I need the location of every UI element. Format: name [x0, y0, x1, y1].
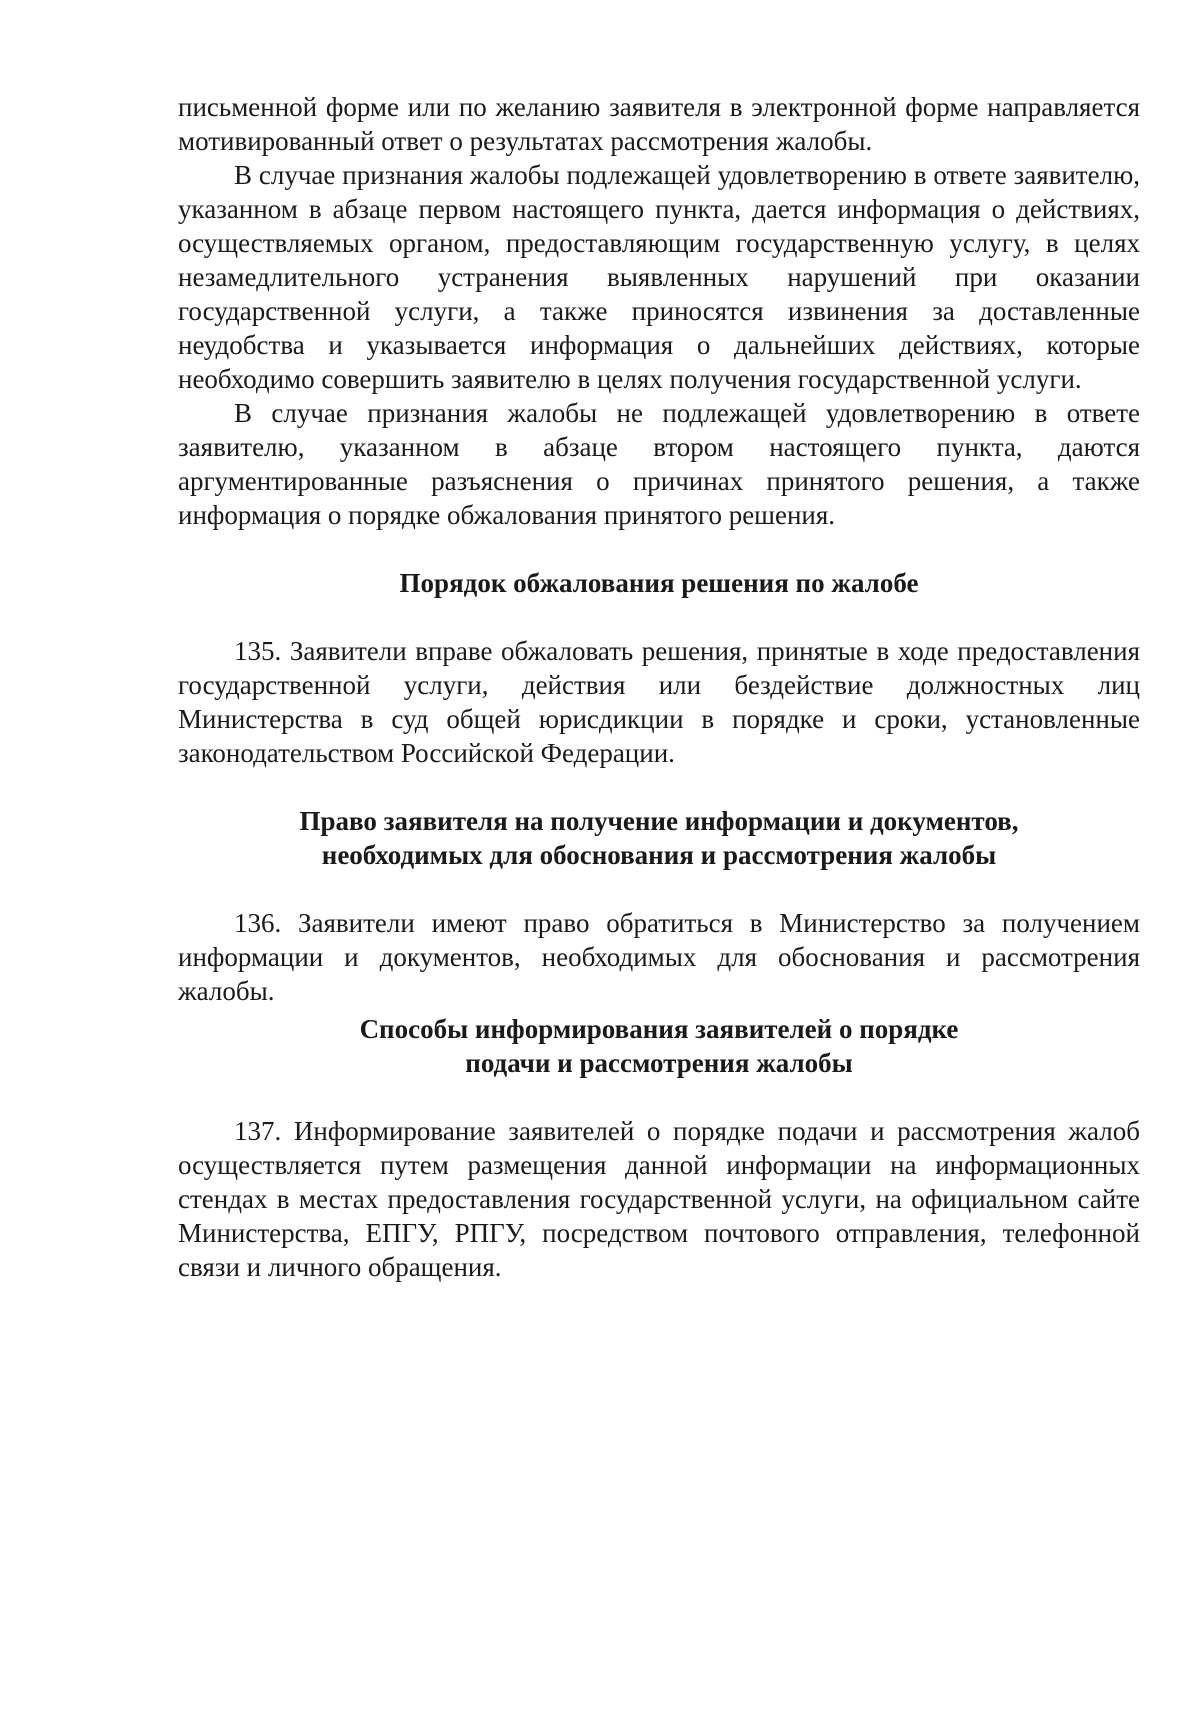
heading-informing-methods — [178, 1012, 1140, 1080]
spacer — [178, 770, 1140, 804]
heading-appeal-procedure — [178, 566, 1140, 600]
spacer — [178, 600, 1140, 634]
heading-applicant-rights — [178, 804, 1140, 872]
document-body — [178, 90, 1140, 1284]
heading-informing-methods-line1: Способы информирования заявителей о порядке — [359, 1014, 959, 1044]
heading-appeal-procedure-text: Порядок обжалования решения по жалобе — [399, 568, 919, 598]
paragraph-135: 135. Заявители вправе обжаловать решения, принятые в ходе предоставления государственной услуги, действия или бездействие должностных лиц Министерства в суд общей юрисдикции в порядке и сроки, установленные законодательством Российской Федерации. — [178, 636, 1140, 768]
paragraph-complaint-satisfied: В случае признания жалобы подлежащей удовлетворению в ответе заявителю, указанном в абзаце первом настоящего пункта, дается информация о действиях, осуществляемых органом, предоставляющим государственную услугу, в целях незамедлительного устранения выявленных нарушений при оказании государственной услуги, а также приносятся извинения за доставленные неудобства и указывается информация о дальнейших действиях, которые необходимо совершить заявителю в целях получения государственной услуги. — [178, 160, 1140, 394]
heading-applicant-rights-line2: необходимых для обоснования и рассмотрения жалобы — [321, 840, 997, 870]
spacer — [178, 532, 1140, 566]
paragraph-continuation: письменной форме или по желанию заявителя в электронной форме направляется мотивированный ответ о результатах рассмотрения жалобы. — [178, 92, 1140, 156]
spacer — [178, 872, 1140, 906]
heading-informing-methods-line2: подачи и рассмотрения жалобы — [465, 1048, 853, 1078]
paragraph-136: 136. Заявители имеют право обратиться в Министерство за получением информации и документов, необходимых для обоснования и рассмотрения жалобы. — [178, 908, 1140, 1006]
paragraph-137: 137. Информирование заявителей о порядке подачи и рассмотрения жалоб осуществляется путем размещения данной информации на информационных стендах в местах предоставления государственной услуги, на официальном сайте Министерства, ЕПГУ, РПГУ, посредством почтового отправления, телефонной связи и личного обращения. — [178, 1116, 1140, 1282]
spacer — [178, 1080, 1140, 1114]
paragraph-complaint-not-satisfied: В случае признания жалобы не подлежащей удовлетворению в ответе заявителю, указанном в абзаце втором настоящего пункта, даются аргументированные разъяснения о причинах принятого решения, а также информация о порядке обжалования принятого решения. — [178, 398, 1140, 530]
heading-applicant-rights-line1: Право заявителя на получение информации и документов, — [299, 806, 1019, 836]
